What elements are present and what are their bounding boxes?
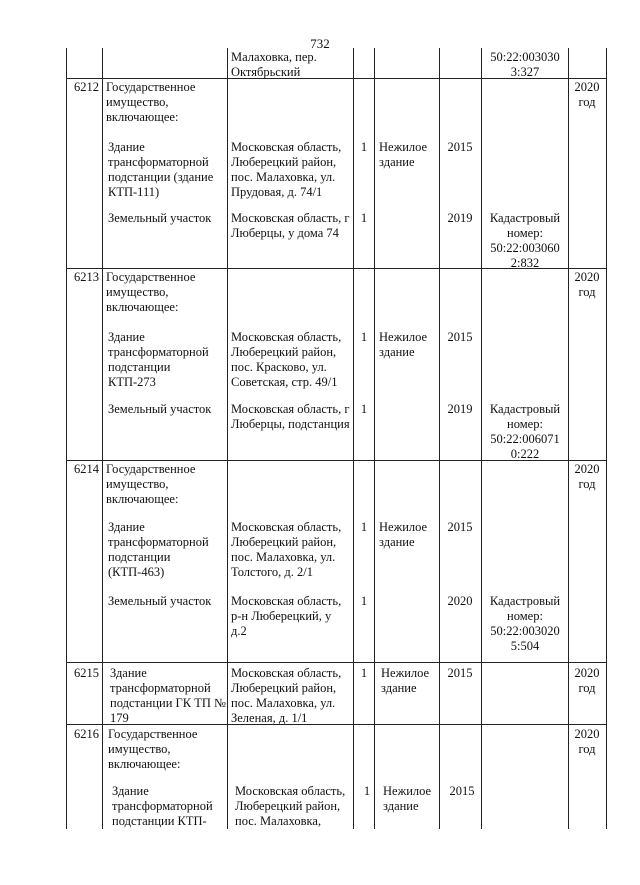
item-year: 2015 [447,140,473,154]
item-kind: Нежилое здание [379,330,428,359]
item-kind: Нежилое здание [381,666,430,695]
item-address: Московская область, Люберецкий район, пос. Красково, ул. Советская, стр. 49/1 [231,330,342,389]
item-address: Московская область, Люберецкий район, пос. Малаховка, ул. Толстого, д. 2/1 [231,520,342,579]
group-title: Государственное имущество, включающее: [108,727,198,771]
item-year: 2015 [447,330,473,344]
col-line [568,48,569,829]
item-qty: 1 [363,784,371,798]
item-cadastral: Кадастровый номер: 50:22:003020 5:504 [489,594,561,653]
item-cadastral: Кадастровый номер: 50:22:006071 0:222 [489,402,561,461]
item-address: Московская область, г Люберцы, у дома 74 [231,211,350,240]
item-name: Земельный участок [108,211,212,225]
row-line [66,662,607,663]
item-address: Московская область, г Люберцы, подстанция [231,402,350,431]
group-title: Государственное имущество, включающее: [106,462,196,506]
item-address: Московская область, Люберецкий район, пос. Малаховка, ул. Прудовая, д. 74/1 [231,140,342,199]
item-qty: 1 [360,402,368,416]
col-line [481,48,482,829]
group-title: Государственное имущество, включающее: [106,80,196,124]
item-qty: 1 [360,330,368,344]
item-qty: 1 [360,520,368,534]
item-qty: 1 [360,211,368,225]
inclusion-year: 2020 год [574,270,600,299]
cell-address: Малаховка, пер. Октябрьский [231,50,317,79]
item-name: Земельный участок [108,402,212,416]
item-cadastral: Кадастровый номер: 50:22:003060 2:832 [489,211,561,270]
row-number: 6214 [74,462,99,476]
item-name: Здание трансформаторной подстанции (КТП-463) [108,520,209,579]
item-year: 2020 [447,594,473,608]
item-name: Здание трансформаторной подстанции КТП-273 [108,330,209,389]
col-line [227,48,228,829]
item-address: Московская область, Люберецкий район, пос. Малаховка, ул. Зеленая, д. 1/1 [231,666,342,725]
inclusion-year: 2020 год [574,727,600,756]
item-name: Здание трансформаторной подстанции (здание КТП-111) [108,140,214,199]
col-line [439,48,440,829]
col-line [606,48,607,829]
item-year: 2015 [449,784,475,798]
row-number: 6212 [74,80,99,94]
item-name: Здание трансформаторной подстанции КТП- [112,784,213,828]
group-title: Государственное имущество, включающее: [106,270,196,314]
inclusion-year: 2020 год [574,462,600,491]
item-qty: 1 [360,140,368,154]
item-kind: Нежилое здание [379,140,428,169]
inclusion-year: 2020 год [574,80,600,109]
col-line [353,48,354,829]
page-number: 732 [310,36,330,51]
item-name: Земельный участок [108,594,212,608]
col-line [102,48,103,829]
item-qty: 1 [360,666,368,680]
item-year: 2015 [447,520,473,534]
item-address: Московская область, Люберецкий район, пос. Малаховка, [235,784,346,828]
col-line [66,48,67,829]
item-address: Московская область, р-н Люберецкий, у д.2 [231,594,342,638]
row-number: 6213 [74,270,99,284]
item-qty: 1 [360,594,368,608]
col-line [374,48,375,829]
item-kind: Нежилое здание [379,520,428,549]
item-year: 2015 [447,666,473,680]
item-year: 2019 [447,402,473,416]
row-number: 6216 [74,727,99,741]
item-kind: Нежилое здание [383,784,432,813]
cell-cadastral: 50:22:003030 3:327 [490,50,560,79]
row-number: 6215 [74,666,99,680]
item-year: 2019 [447,211,473,225]
inclusion-year: 2020 год [574,666,600,695]
item-name: Здание трансформаторной подстанции ГК ТП № 179 [110,666,226,725]
